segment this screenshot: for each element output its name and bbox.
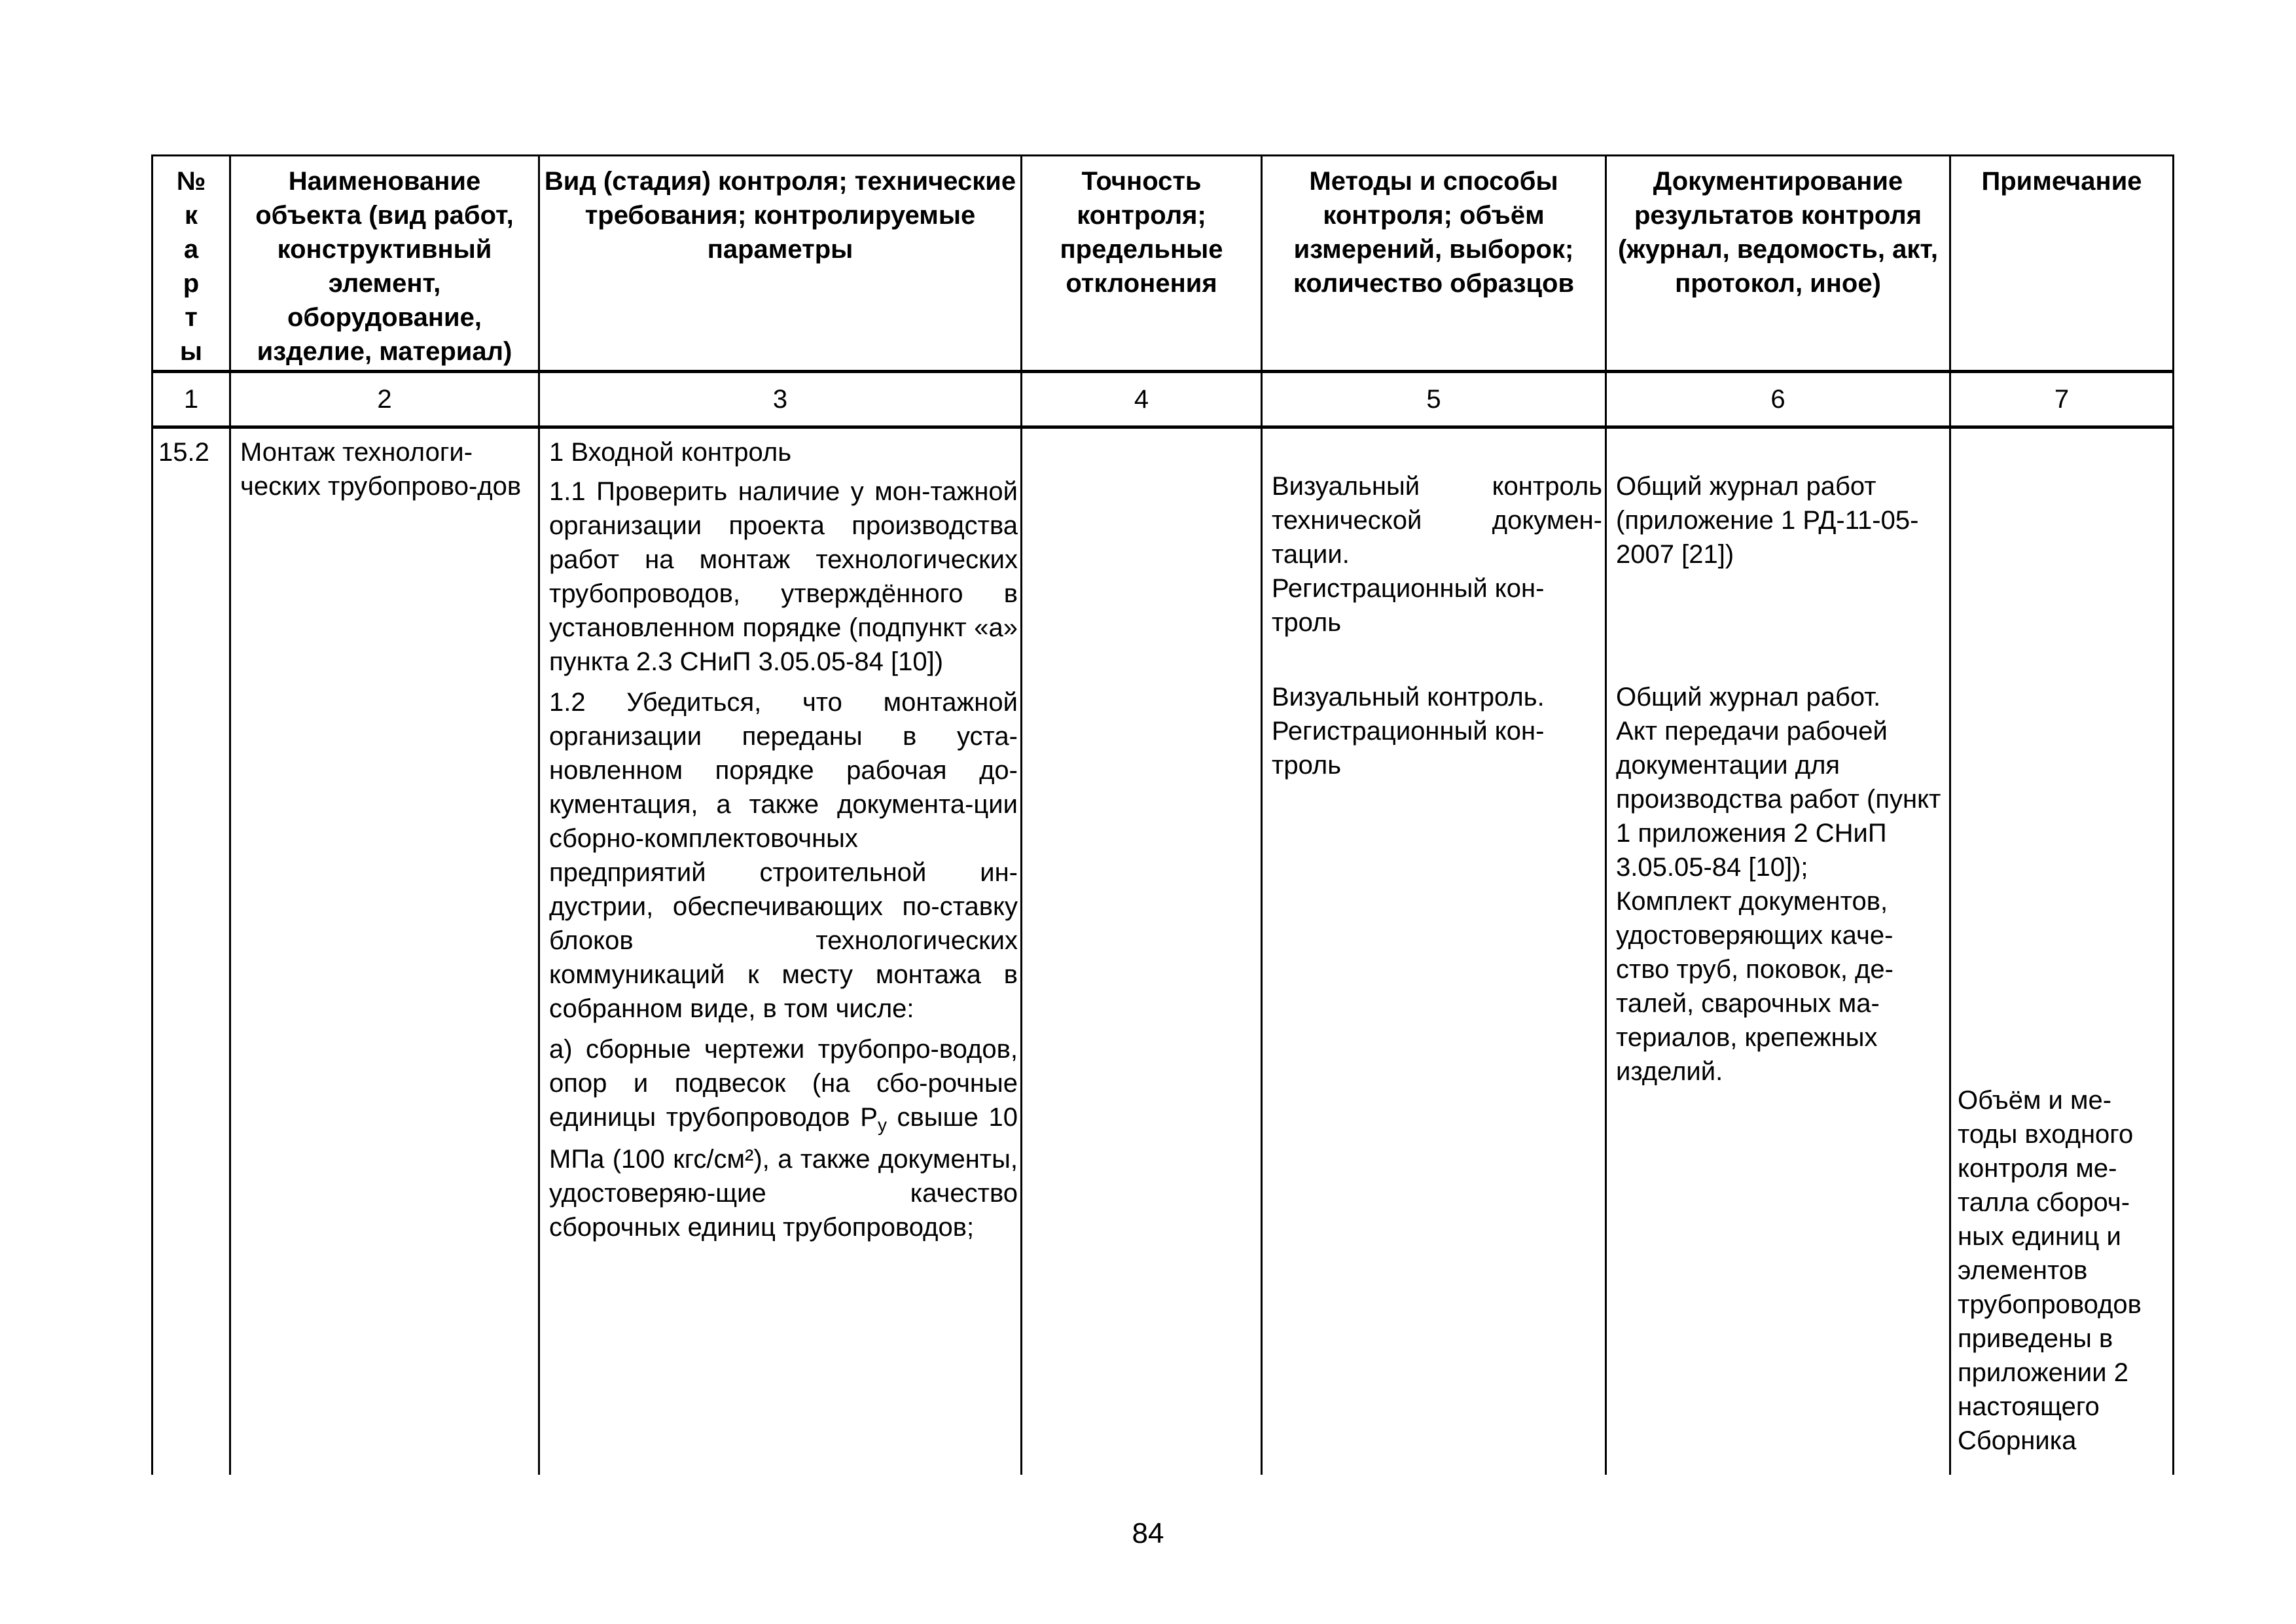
column-number: 3 xyxy=(539,372,1022,427)
requirement-a-subscript: у xyxy=(877,1115,887,1135)
method-1-2-registration: Регистрационный кон-троль xyxy=(1272,717,1545,780)
doc-1-2-act: Акт передачи рабочей документации для производства работ (пункт 1 приложения 2 СНиП 3.05.05-84 [10]); xyxy=(1616,717,1941,882)
method-1-1: Визуальный контроль технической докумен-тации. xyxy=(1272,472,1602,569)
column-number: 5 xyxy=(1262,372,1606,427)
header-object-name: Наименование объекта (вид работ, конструктивный элемент, оборудование, изделие, материал) xyxy=(230,156,539,372)
control-requirements-cell xyxy=(539,427,1022,1475)
note-cell xyxy=(1950,427,2174,1475)
control-table xyxy=(151,154,2174,1475)
method-1-1-registration: Регистрационный кон-троль xyxy=(1272,574,1545,637)
header-documentation: Документирование результатов контроля (журнал, ведомость, акт, протокол, иное) xyxy=(1606,156,1950,372)
column-number-row xyxy=(152,372,2174,427)
header-methods: Методы и способы контроля; объём измерений, выборок; количество образцов xyxy=(1262,156,1606,372)
requirement-1-1: 1.1 Проверить наличие у мон-тажной организации проекта производства работ на монтаж технологических трубопроводов, утверждённого в установленном порядке (подпункт «а» пункта 2.3 СНиП 3.05.05-84 [10]) xyxy=(549,477,1018,676)
doc-1-1: Общий журнал работ (приложение 1 РД-11-05-2007 [21]) xyxy=(1616,472,1919,569)
doc-1-2-documents: Комплект документов, удостоверяющих каче-ство труб, поковок, де-талей, сварочных ма-териалов, крепежных изделий. xyxy=(1616,887,1893,1086)
header-control-type: Вид (стадия) контроля; технические требования; контролируемые параметры xyxy=(539,156,1022,372)
column-number: 6 xyxy=(1606,372,1950,427)
object-name-cell xyxy=(230,427,539,1475)
requirement-a-text-1: а) сборные чертежи трубопро-водов, опор и подвесок (на сбо-рочные единицы трубопроводов P xyxy=(549,1035,1018,1132)
header-accuracy: Точность контроля; предельные отклонения xyxy=(1022,156,1262,372)
column-number: 1 xyxy=(152,372,230,427)
object-name: Монтаж технологи-ческих трубопрово-дов xyxy=(240,438,522,501)
note-text: Объём и ме-тоды входного контроля ме-талла сбороч-ных единиц и элементов трубопроводов приведены в приложении 2 настоящего Сборника xyxy=(1958,1086,2142,1455)
accuracy-cell xyxy=(1022,427,1262,1475)
documentation-cell xyxy=(1606,427,1950,1475)
column-number: 4 xyxy=(1022,372,1262,427)
page-number: 84 xyxy=(1132,1517,1164,1549)
requirement-a-text-2: свыше 10 МПа (100 кгс/см²), а также документы, удостоверяю-щие качество сборочных единиц трубопроводов; xyxy=(549,1103,1018,1242)
requirement-1-2: 1.2 Убедиться, что монтажной организации переданы в уста-новленном порядке рабочая до-кументация, а также документа-ции сборно-комплектовочных предприятий строительной ин-дустрии, обеспечивающих по-ставку блоков технологических коммуникаций к месту монтажа в собранном виде, в том числе: xyxy=(549,688,1018,1023)
card-number: 15.2 xyxy=(158,438,209,467)
doc-1-2-journal: Общий журнал работ. xyxy=(1616,683,1881,712)
requirement-a xyxy=(549,1032,1018,1244)
column-number: 2 xyxy=(230,372,539,427)
control-stage: 1 Входной контроль xyxy=(549,438,792,467)
header-card-number: № к а р т ы xyxy=(152,156,230,372)
header-row xyxy=(152,156,2174,372)
card-number-cell xyxy=(152,427,230,1475)
column-number: 7 xyxy=(1950,372,2174,427)
method-1-2: Визуальный контроль. xyxy=(1272,683,1545,712)
table-row xyxy=(152,427,2174,1475)
header-note: Примечание xyxy=(1950,156,2174,372)
methods-cell xyxy=(1262,427,1606,1475)
